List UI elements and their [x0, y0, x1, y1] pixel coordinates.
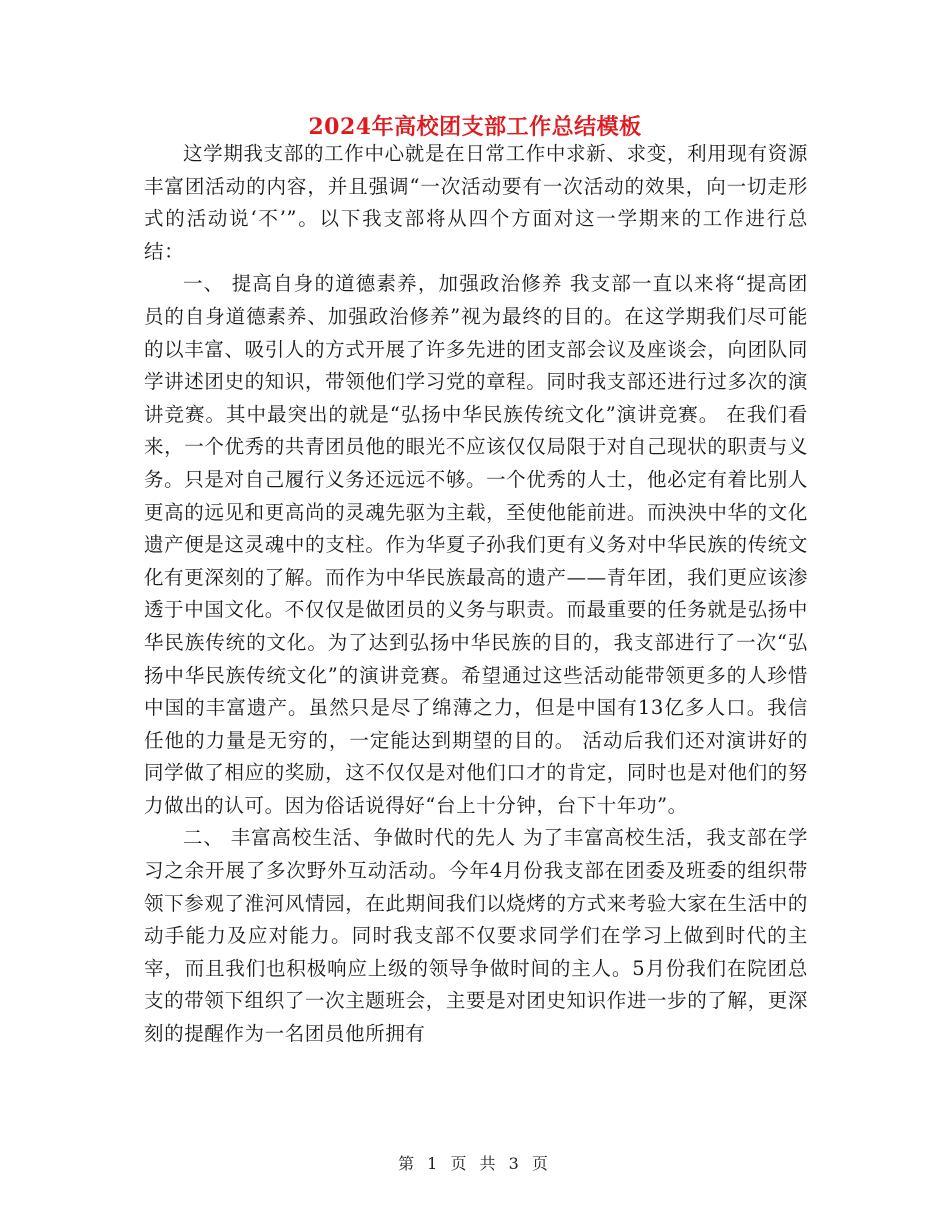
document-body — [144, 138, 808, 1051]
document-title: 2024年高校团支部工作总结模板 — [308, 114, 642, 140]
paragraph-section-one: 一、 提高自身的道德素养，加强政治修养 我支部一直以来将“提高团员的自身道德素养、加强政治修养”视为最终的目的。在这学期我们尽可能的以丰富、吸引人的方式开展了许多先进的团支部会议及座谈会，向团队同学讲述团史的知识，带领他们学习党的章程。同时我支部还进行过多次的演讲竞赛。其中最突出的就是“弘扬中华民族传统文化”演讲竞赛。 在我们看来，一个优秀的共青团员他的眼光不应该仅仅局限于对自己现状的职责与义务。只是对自己履行义务还远远不够。一个优秀的人士，他必定有着比别人更高的远见和更高尚的灵魂先驱为主载，至使他能前进。而泱泱中华的文化遗产便是这灵魂中的支柱。作为华夏子孙我们更有义务对中华民族的传统文化有更深刻的了解。而作为中华民族最高的遗产——青年团，我们更应该渗透于中国文化。不仅仅是做团员的义务与职责。而最重要的任务就是弘扬中华民族传统的文化。为了达到弘扬中华民族的目的，我支部进行了一次“弘扬中华民族传统文化”的演讲竞赛。希望通过这些活动能带领更多的人珍惜中国的丰富遗产。虽然只是尽了绵薄之力，但是中国有13亿多人口。我信任他的力量是无穷的，一定能达到期望的目的。 活动后我们还对演讲好的同学做了相应的奖励，这不仅仅是对他们口才的肯定，同时也是对他们的努力做出的认可。因为俗话说得好“台上十分钟，台下十年功”。 — [144, 272, 808, 817]
page-footer: 第 1 页 共 3 页 — [398, 1154, 552, 1173]
paragraph-section-two: 二、 丰富高校生活、争做时代的先人 为了丰富高校生活，我支部在学习之余开展了多次野外互动活动。今年4月份我支部在团委及班委的组织带领下参观了淮河风情园，在此期间我们以烧烤的方式来考验大家在生活中的动手能力及应对能力。同时我支部不仅要求同学们在学习上做到时代的主宰，而且我们也积极响应上级的领导争做时间的主人。5月份我们在院团总支的带领下组织了一次主题班会，主要是对团史知识作进一步的了解，更深刻的提醒作为一名团员他所拥有 — [144, 826, 808, 1046]
paragraph-intro: 这学期我支部的工作中心就是在日常工作中求新、求变，利用现有资源丰富团活动的内容，并且强调“一次活动要有一次活动的效果，向一切走形式的活动说‘不’”。以下我支部将从四个方面对这一学期来的工作进行总结： — [144, 142, 808, 263]
